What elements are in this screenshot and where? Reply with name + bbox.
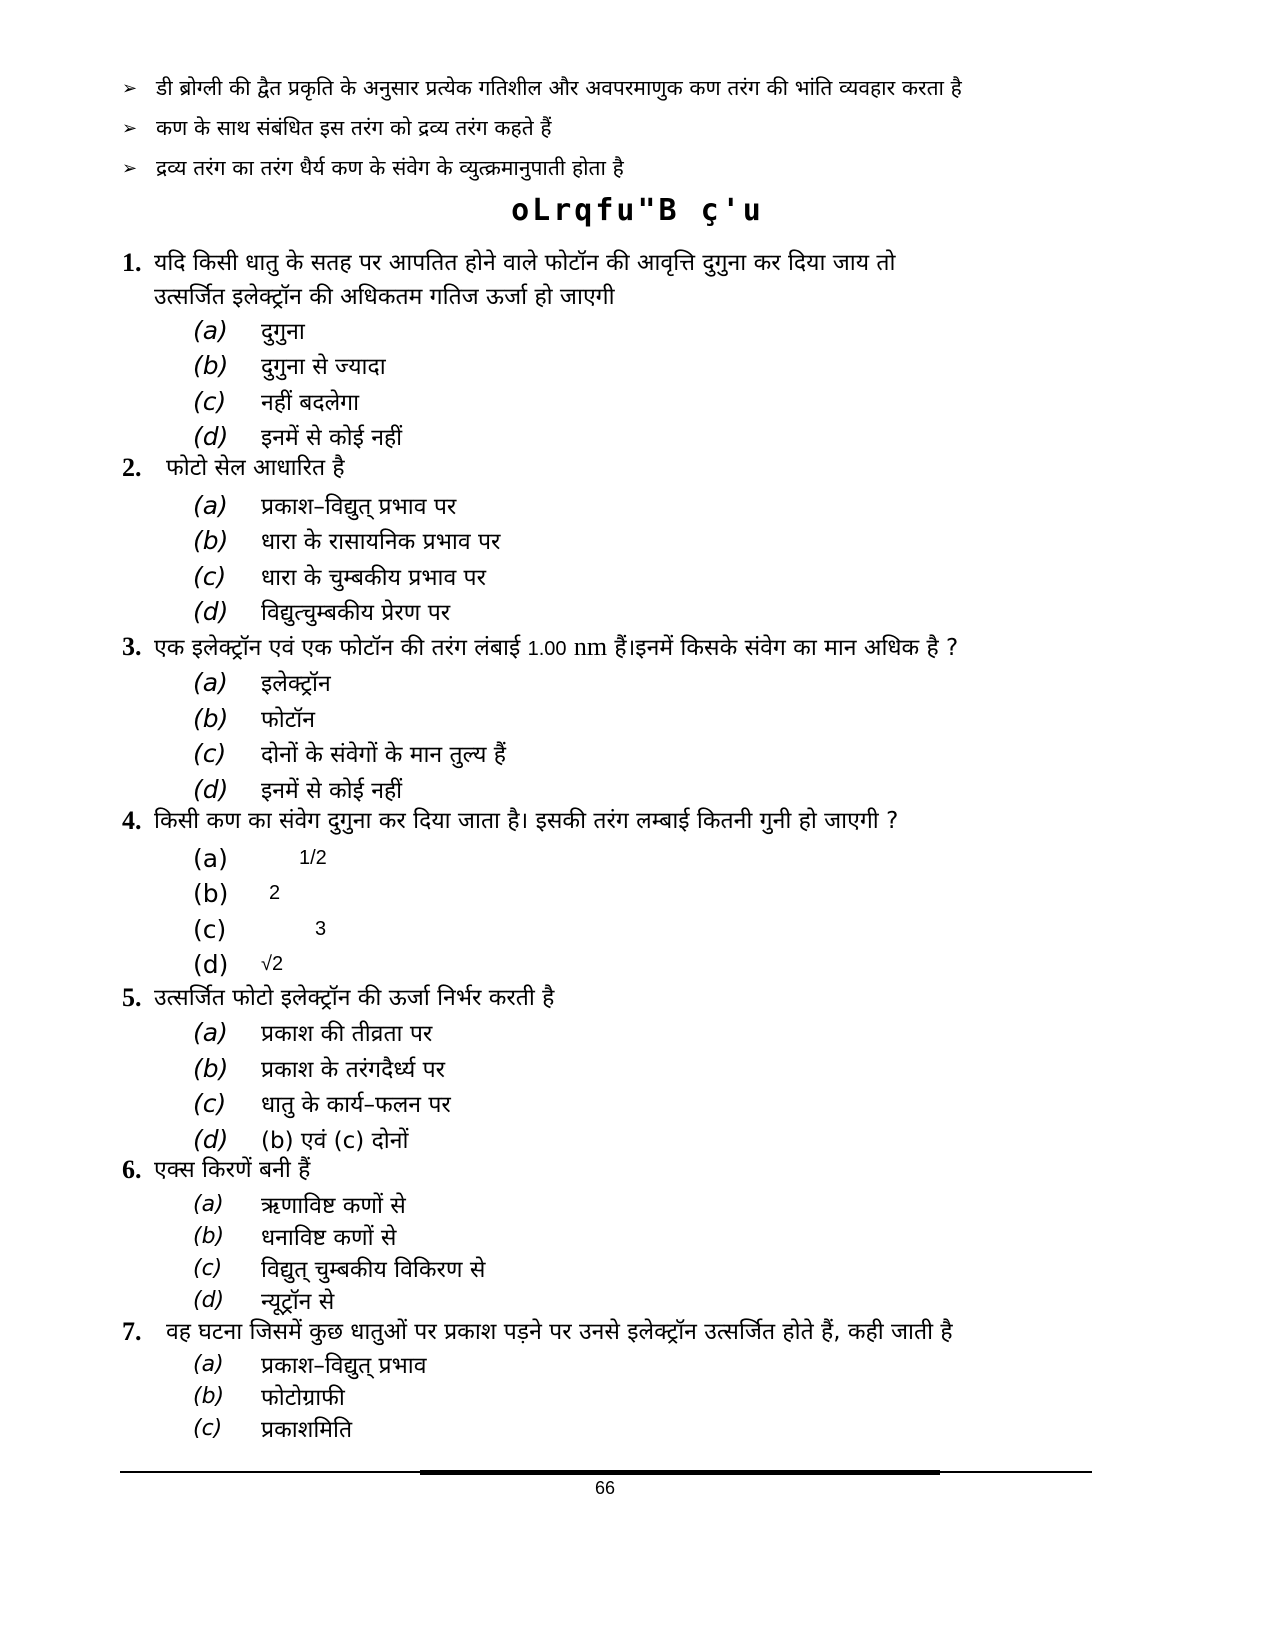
option-a — [193, 840, 327, 876]
option-label: (b) — [193, 350, 229, 380]
wavelength-unit: nm — [573, 632, 608, 661]
option-a — [193, 487, 456, 523]
option-text: प्रकाश की तीव्रता पर — [261, 1021, 433, 1047]
option-label: (c) — [193, 738, 227, 768]
option-text: न्यूट्रॉन से — [261, 1289, 335, 1315]
footer-rule — [120, 1471, 1092, 1473]
option-b — [193, 875, 280, 911]
option-label: (d) — [193, 774, 229, 804]
option-d — [193, 1282, 334, 1318]
arrow-bullet-icon: ➢ — [122, 117, 138, 139]
option-b — [193, 1378, 345, 1414]
option-label: (a) — [193, 843, 228, 873]
question-5 — [122, 981, 1172, 1015]
option-text: √2 — [261, 952, 284, 975]
question-text: एक्स किरणें बनी हैं — [154, 1157, 311, 1183]
option-c — [193, 383, 359, 419]
section-heading: oLrqfu"B ç'u — [511, 193, 764, 228]
option-text: प्रकाश–विद्युत् प्रभाव पर — [261, 494, 457, 520]
bullet-item — [122, 148, 1162, 188]
option-label: (d) — [193, 1287, 225, 1313]
bullet-text: डी ब्रोग्ली की द्वैत प्रकृति के अनुसार प्रत्येक गतिशील और अवपरमाणुक कण तरंग की भांति व्यवहार करता है — [156, 76, 962, 100]
question-text — [154, 246, 1172, 314]
question-text-part: एक इलेक्ट्रॉन एवं एक फोटॉन की तरंग लंबाई — [154, 635, 528, 661]
question-3 — [122, 630, 1172, 666]
question-7 — [122, 1315, 1172, 1349]
option-label: (a) — [193, 1017, 228, 1047]
arrow-bullet-icon: ➢ — [122, 157, 138, 179]
option-text: इलेक्ट्रॉन — [261, 671, 331, 697]
option-label: (b) — [193, 1053, 229, 1083]
option-b — [193, 347, 386, 383]
option-label: (b) — [193, 525, 229, 555]
option-b — [193, 1050, 445, 1086]
option-b — [193, 522, 500, 558]
option-a — [193, 312, 305, 348]
option-text: 1/2 — [299, 846, 327, 869]
option-a — [193, 1014, 432, 1050]
option-label: (c) — [193, 1255, 223, 1281]
option-label: (c) — [193, 386, 227, 416]
option-c — [193, 1085, 451, 1121]
option-text: विद्युत् चुम्बकीय विकिरण से — [261, 1257, 486, 1283]
option-text: (b) एवं (c) दोनों — [261, 1128, 409, 1154]
option-text: 2 — [269, 881, 281, 904]
option-text: धारा के रासायनिक प्रभाव पर — [261, 529, 501, 555]
option-label: (d) — [193, 421, 229, 451]
option-label: (d) — [193, 1124, 229, 1154]
question-text: वह घटना जिसमें कुछ धातुओं पर प्रकाश पड़ने पर उनसे इलेक्ट्रॉन उत्सर्जित होते हैं, कही जाती है — [166, 1319, 953, 1345]
question-4 — [122, 804, 1172, 838]
option-text: दुगुना — [261, 319, 305, 345]
option-d — [193, 1121, 408, 1157]
wavelength-value: 1.00 — [527, 638, 567, 660]
option-label: (a) — [193, 667, 228, 697]
option-text: इनमें से कोई नहीं — [261, 425, 403, 451]
bullet-item — [122, 68, 1162, 108]
question-number: 6. — [122, 1155, 142, 1184]
option-text: प्रकाशमिति — [261, 1417, 353, 1443]
option-text: धातु के कार्य–फलन पर — [261, 1092, 451, 1118]
option-c — [193, 735, 506, 771]
option-label: (a) — [193, 1191, 224, 1217]
question-text: उत्सर्जित फोटो इलेक्ट्रॉन की ऊर्जा निर्भर करती है — [154, 985, 555, 1011]
question-number: 1. — [122, 248, 142, 277]
question-text — [154, 630, 1172, 666]
option-text: प्रकाश के तरंगदैर्ध्य पर — [261, 1057, 446, 1083]
option-label: (d) — [193, 596, 229, 626]
option-text: नहीं बदलेगा — [261, 390, 360, 416]
question-number: 7. — [122, 1317, 142, 1346]
option-d — [193, 593, 450, 629]
question-text-part: हैं।इनमें किसके संवेग का मान अधिक है ? — [607, 635, 959, 661]
question-number: 2. — [122, 453, 142, 482]
question-text-line: यदि किसी धातु के सतह पर आपतित होने वाले फोटॉन की आवृत्ति दुगुना कर दिया जाय तो — [154, 250, 896, 276]
option-label: (d) — [193, 949, 229, 979]
option-label: (c) — [193, 1088, 227, 1118]
option-d — [193, 418, 402, 454]
option-text: ऋणाविष्ट कणों से — [261, 1193, 406, 1219]
question-text: फोटो सेल आधारित है — [166, 455, 345, 481]
question-number: 3. — [122, 632, 142, 661]
option-text: 3 — [315, 917, 327, 940]
option-text: दोनों के संवेगों के मान तुल्य हैं — [261, 742, 506, 768]
option-a — [193, 664, 331, 700]
option-b — [193, 700, 315, 736]
option-a — [193, 1346, 427, 1382]
option-text: इनमें से कोई नहीं — [261, 778, 403, 804]
option-label: (b) — [193, 1223, 225, 1249]
question-6 — [122, 1153, 1172, 1187]
option-text: फोटोग्राफी — [261, 1385, 345, 1411]
option-c — [193, 1410, 352, 1446]
bullet-text: कण के साथ संबंधित इस तरंग को द्रव्य तरंग कहते हैं — [156, 116, 552, 140]
option-label: (a) — [193, 1351, 224, 1377]
option-b — [193, 1218, 396, 1254]
option-label: (c) — [193, 1415, 223, 1441]
option-a — [193, 1186, 406, 1222]
option-text: दुगुना से ज्यादा — [261, 354, 386, 380]
bullet-text: द्रव्य तरंग का तरंग धैर्य कण के संवेग के व्युत्क्रमानुपाती होता है — [156, 156, 624, 180]
question-1 — [122, 246, 1172, 314]
option-label: (a) — [193, 315, 228, 345]
option-text: प्रकाश–विद्युत् प्रभाव — [261, 1353, 427, 1379]
arrow-bullet-icon: ➢ — [122, 77, 138, 99]
page-number: 66 — [594, 1478, 616, 1498]
option-text: धारा के चुम्बकीय प्रभाव पर — [261, 565, 487, 591]
option-text: धनाविष्ट कणों से — [261, 1225, 397, 1251]
option-label: (c) — [193, 914, 227, 944]
intro-bullets — [122, 68, 1162, 188]
option-label: (c) — [193, 561, 227, 591]
option-label: (a) — [193, 490, 228, 520]
option-c — [193, 558, 486, 594]
question-2 — [122, 451, 1172, 485]
option-label: (b) — [193, 878, 229, 908]
footer-rule-thick — [420, 1470, 940, 1475]
option-d — [193, 946, 283, 982]
option-text: विद्युत्चुम्बकीय प्रेरण पर — [261, 600, 451, 626]
option-c — [193, 911, 326, 947]
option-text: फोटॉन — [261, 707, 316, 733]
question-text-line: उत्सर्जित इलेक्ट्रॉन की अधिकतम गतिज ऊर्जा हो जाएगी — [154, 284, 615, 310]
option-label: (b) — [193, 703, 229, 733]
question-number: 4. — [122, 806, 142, 835]
bullet-item — [122, 108, 1162, 148]
question-number: 5. — [122, 983, 142, 1012]
question-text: किसी कण का संवेग दुगुना कर दिया जाता है। इसकी तरंग लम्बाई कितनी गुनी हो जाएगी ? — [154, 808, 899, 834]
option-d — [193, 771, 402, 807]
option-c — [193, 1250, 485, 1286]
option-label: (b) — [193, 1383, 225, 1409]
